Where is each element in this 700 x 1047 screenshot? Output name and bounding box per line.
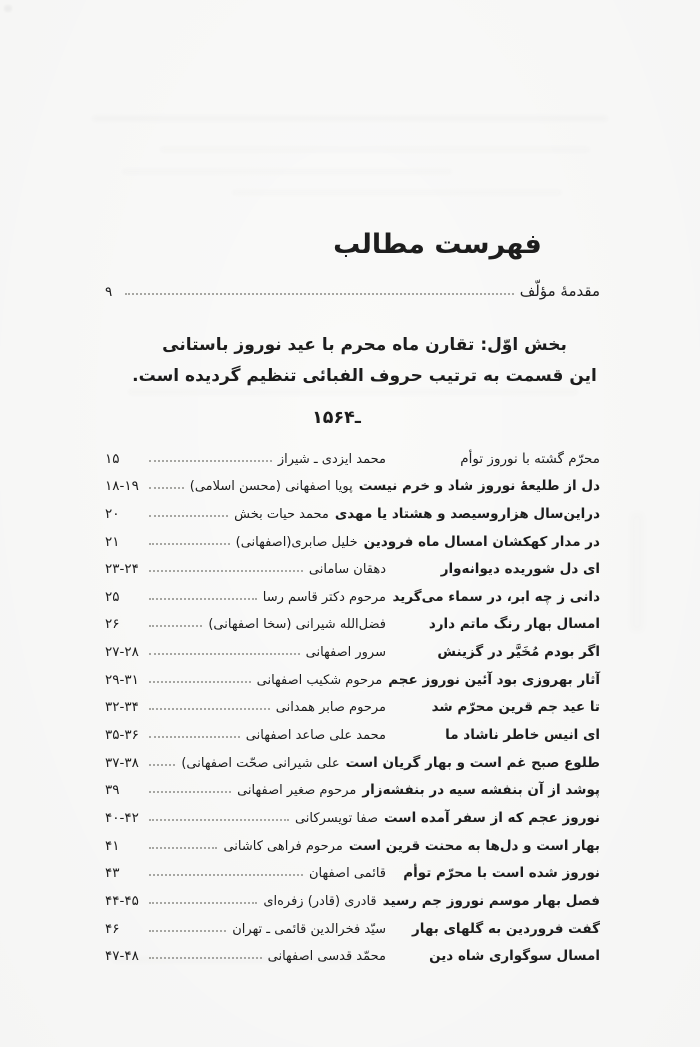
poem-title: در مدار کهکشان امسال ماه فرودین <box>363 533 600 550</box>
poet-name: مرحوم صغیر اصفهانی <box>237 783 357 799</box>
poet-name: مرحوم صابر همدانی <box>275 700 386 716</box>
poem-reference <box>105 589 386 605</box>
page-number: ۳۷-۳۸ <box>105 754 139 771</box>
dot-leader <box>149 570 303 572</box>
poem-title: بهار است و دل‌ها به محنت قرین است <box>348 837 600 854</box>
toc-row <box>105 771 600 799</box>
poem-reference <box>105 921 386 937</box>
toc-row <box>105 937 600 965</box>
page-number: ۱۵ <box>105 450 120 467</box>
toc-row <box>105 881 600 909</box>
toc-row <box>105 909 600 937</box>
poem-reference <box>105 727 386 743</box>
section-heading <box>117 330 612 392</box>
poem-title: اگر بودم مُخَیَّر در گزینش <box>437 644 600 661</box>
poem-reference <box>105 838 343 854</box>
poem-title: دل از طلیعهٔ نوروز شاد و خرم نیست <box>358 478 600 495</box>
page-number: ۲۶ <box>105 616 120 633</box>
dot-leader <box>149 625 202 627</box>
scan-artifact <box>92 116 608 121</box>
poet-name: صفا تویسرکانی <box>294 810 379 826</box>
poet-name: محمّد قدسی اصفهانی <box>267 949 386 965</box>
poem-reference <box>105 865 386 881</box>
poem-reference <box>105 478 353 494</box>
dot-leader <box>149 930 226 932</box>
intro-label: مقدمهٔ مؤلّف <box>519 282 600 300</box>
poem-reference <box>105 672 382 688</box>
dot-leader <box>125 293 514 295</box>
poet-name: محمد ایزدی ـ شیراز <box>277 451 386 467</box>
scan-artifact <box>122 169 452 174</box>
poem-reference <box>105 893 377 909</box>
poem-reference <box>105 534 358 550</box>
dot-leader <box>149 681 251 683</box>
dot-leader <box>149 736 240 738</box>
dot-leader <box>149 902 257 904</box>
poet-name: فضل‌الله شیرانی (سخا اصفهانی) <box>208 617 386 633</box>
page-number: ۲۳-۲۴ <box>105 561 139 578</box>
page-number: ۲۰ <box>105 505 120 522</box>
poem-reference <box>105 699 386 715</box>
toc-row <box>105 854 600 882</box>
poem-title: ای انیس خاطر ناشاد ما <box>445 727 600 744</box>
poem-title: ای دل شوریده دیوانه‌وار <box>440 561 600 578</box>
poem-title: نوروز عجم که از سفر آمده است <box>384 809 600 826</box>
toc-row <box>105 577 600 605</box>
page-title: فهرست مطالب <box>333 229 542 261</box>
poem-title: تا عید جم قرین محرّم شد <box>431 699 600 716</box>
section-heading-line1: بخش اوّل: تقارن ماه محرم با عید نوروز باستانی <box>162 335 567 355</box>
poem-title: فصل بهار موسم نوروز جم رسید <box>382 892 600 909</box>
poem-title: پوشد از آن بنفشه سیه در بنفشه‌زار <box>362 782 600 799</box>
poem-reference <box>105 451 386 467</box>
poem-title: دانی ز چه ابر، در سماء می‌گرید <box>392 588 600 605</box>
page-number: ۴۰-۴۲ <box>105 809 139 826</box>
poem-reference <box>105 506 329 522</box>
poem-title: محرّم گشته با نوروز توأم <box>460 450 600 467</box>
poem-reference <box>105 644 386 660</box>
poem-title: دراین‌سال هزاروسیصد و هشتاد یا مهدی <box>334 505 600 522</box>
poet-name: محمد علی صاعد اصفهانی <box>245 728 386 744</box>
poet-name: محمد حیات بخش <box>234 506 329 522</box>
section-page-range: ۱۵ـ۶۴ <box>312 408 361 428</box>
toc-row <box>105 798 600 826</box>
page-number: ۴۳ <box>105 865 120 882</box>
poem-title: امسال بهار رنگ ماتم دارد <box>428 616 600 633</box>
dot-leader <box>149 543 230 545</box>
dot-leader <box>149 847 217 849</box>
page-number: ۱۸-۱۹ <box>105 478 139 495</box>
toc-row <box>105 550 600 578</box>
dot-leader <box>149 515 228 517</box>
toc-row <box>105 522 600 550</box>
poet-name: دهقان سامانی <box>308 562 386 578</box>
page-number: ۲۹-۳۱ <box>105 671 139 688</box>
toc-row <box>105 439 600 467</box>
page-number: ۳۵-۳۶ <box>105 727 139 744</box>
poem-reference <box>105 948 386 964</box>
toc-row <box>105 660 600 688</box>
poet-name: سیّد فخرالدین قائمی ـ تهران <box>232 921 386 937</box>
scan-artifact <box>630 512 644 632</box>
toc-row <box>105 688 600 716</box>
poem-reference <box>105 810 378 826</box>
toc-entries <box>105 439 600 964</box>
dot-leader <box>149 764 175 766</box>
toc-row <box>105 743 600 771</box>
poem-reference <box>105 616 386 632</box>
page-number: ۴۴-۴۵ <box>105 892 139 909</box>
page-number: ۴۷-۴۸ <box>105 948 139 965</box>
page-number: ۲۵ <box>105 588 120 605</box>
dot-leader <box>149 460 272 462</box>
toc-row <box>105 826 600 854</box>
poem-title: آثار بهروزی بود آئین نوروز عجم <box>388 671 600 688</box>
poem-title: امسال سوگواری شاه دین <box>429 948 600 965</box>
toc-row <box>105 632 600 660</box>
section-heading-line2: این قسمت به ترتیب حروف الفبائی تنظیم گردیده است. <box>132 366 597 386</box>
dot-leader <box>149 874 303 876</box>
scan-artifact <box>160 147 590 152</box>
dot-leader <box>149 708 270 710</box>
poem-title: گفت فروردین به گلهای بهار <box>412 920 600 937</box>
page-number: ۲۷-۲۸ <box>105 644 139 661</box>
poem-reference <box>105 782 356 798</box>
poem-reference <box>105 755 340 771</box>
page-number: ۳۲-۳۴ <box>105 699 139 716</box>
toc-row <box>105 605 600 633</box>
poet-name: مرحوم دکتر قاسم رسا <box>262 589 386 605</box>
page-number: ۳۹ <box>105 782 120 799</box>
dot-leader <box>149 653 300 655</box>
poem-reference <box>105 561 386 577</box>
dot-leader <box>149 598 257 600</box>
poet-name: مرحوم شکیب اصفهانی <box>256 672 383 688</box>
scan-artifact <box>232 190 562 195</box>
page-number: ۲۱ <box>105 533 120 550</box>
poem-title: طلوع صبح غم است و بهار گریان است <box>345 754 600 771</box>
scan-artifact <box>4 5 12 12</box>
page-number: ۴۱ <box>105 837 120 854</box>
intro-page-number: ۹ <box>105 284 113 300</box>
toc-row <box>105 715 600 743</box>
poet-name: خلیل صابری(اصفهانی) <box>235 534 358 550</box>
poet-name: علی شیرانی صحّت اصفهانی) <box>181 755 340 771</box>
poet-name: سرور اصفهانی <box>305 645 386 661</box>
page-number: ۴۶ <box>105 920 120 937</box>
poet-name: قادری (قادر) زفره‌ای <box>263 893 377 909</box>
intro-row <box>105 282 600 300</box>
dot-leader <box>149 957 262 959</box>
dot-leader <box>149 819 289 821</box>
poem-title: نوروز شده است با محرّم توأم <box>403 865 600 882</box>
poet-name: قائمی اصفهان <box>308 866 386 882</box>
toc-row <box>105 467 600 495</box>
dot-leader <box>149 487 184 489</box>
toc-row <box>105 494 600 522</box>
poet-name: مرحوم فراهی کاشانی <box>223 838 343 854</box>
dot-leader <box>149 791 231 793</box>
poet-name: پویا اصفهانی (محسن اسلامی) <box>189 479 353 495</box>
